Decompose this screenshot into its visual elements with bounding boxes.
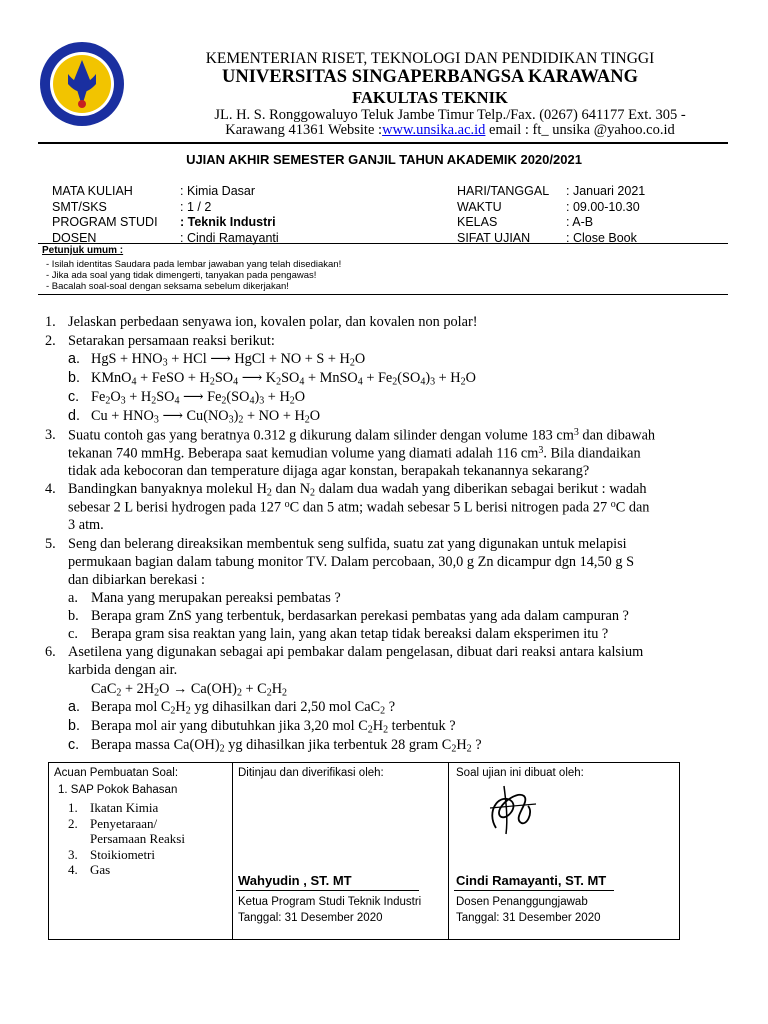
verifier-title: Ditinjau dan diverifikasi oleh:: [238, 767, 384, 779]
reaction-equation: KMnO$_4$ + FeSO + $H_2SO_4$ ⟶ $K_2SO_4$ + MnSO$_4$ + $Fe_2(SO_4)_3 + H_2O$: [91, 370, 476, 388]
ministry-name: KEMENTERIAN RISET, TEKNOLOGI DAN PENDIDIKAN TINGGI: [205, 50, 655, 67]
info-label: HARI/TANGGAL: [457, 184, 550, 198]
topic-text: Persamaan Reaksi: [90, 831, 185, 846]
instructions-title: Petunjuk umum :: [42, 245, 124, 256]
header-divider: [38, 142, 728, 144]
reaction-equation: $Cu + HNO_3$ ⟶ $Cu(NO_3)_2$ + NO + $H_2O$: [91, 408, 321, 426]
sub-question-text: Berapa gram sisa reaktan yang lain, yang akan tetap tidak bereaksi dalam eksperimen itu ?: [91, 626, 609, 642]
sub-question-text: Mana yang merupakan pereaksi pembatas ?: [91, 590, 341, 606]
exam-title: UJIAN AKHIR SEMESTER GANJIL TAHUN AKADEMIK 2020/2021: [186, 152, 582, 167]
topic-item: [68, 816, 185, 832]
question-text: Seng dan belerang direaksikan membentuk seng sulfida, suatu zat yang digunakan untuk melapisi: [68, 536, 627, 552]
topic-list: [68, 800, 185, 878]
address-line-2: [150, 122, 750, 139]
instructions-divider: [38, 294, 728, 295]
question-text: Jelaskan perbedaan senyawa ion, kovalen polar, dan kovalen non polar!: [68, 314, 478, 330]
info-label: SMT/SKS: [52, 199, 107, 214]
address-prefix: Karawang 41361 Website :: [225, 122, 383, 138]
question-4-line-3: 3 atm.: [68, 517, 104, 533]
sub-question-text: Berapa gram ZnS yang terbentuk, berdasarkan perekasi pembatas yang ada dalam campuran ?: [91, 608, 629, 624]
question-text: Setarakan persamaan reaksi berikut:: [68, 333, 275, 349]
info-value: : Januari 2021: [566, 184, 646, 198]
item-label: b.: [68, 370, 80, 386]
item-label: c.: [68, 737, 80, 753]
reaction-equation: $Fe_2O_3 + H_2SO_4$ ⟶ $Fe_2(SO_4)_3 + H_2O$: [91, 389, 306, 407]
reaction-equation: HgS + $HNO_3$ + HCl ⟶ HgCl + NO + $S + H_2O$: [91, 351, 366, 369]
info-value: : 09.00-10.30: [566, 199, 640, 214]
topic-item: [68, 831, 185, 847]
question-number: 4.: [45, 481, 56, 497]
verifier-date: Tanggal: 31 Desember 2020: [238, 912, 383, 924]
question-number: 3.: [45, 427, 56, 443]
question-number: 1.: [45, 314, 56, 330]
topic-text: Penyetaraan/: [90, 815, 158, 831]
topic-number: 3.: [68, 846, 78, 862]
reference-title: Acuan Pembuatan Soal:: [54, 767, 179, 779]
question-6-line-2: karbida dengan air.: [68, 662, 178, 678]
instruction-item: - Bacalah soal-soal dengan seksama sebelum dikerjakan!: [46, 281, 289, 292]
address-line-1: JL. H. S. Ronggowaluyo Teluk Jambe Timur Telp./Fax. (0267) 641177 Ext. 305 -: [214, 107, 686, 123]
question-3-line-2: tekanan 740 mmHg. Beberapa saat kemudian volume yang diamati adalah 116 $cm^3$. Bila diandaikan: [68, 445, 641, 462]
item-label: b.: [68, 718, 80, 734]
author-signature: [476, 782, 546, 838]
author-signature-line: [454, 890, 614, 891]
author-title: Soal ujian ini dibuat oleh:: [456, 767, 584, 779]
sub-question-text: Berapa mol air yang dibutuhkan jika 3,20 mol $C_2H_2$ terbentuk ?: [91, 718, 456, 736]
question-number: 6.: [45, 644, 56, 660]
info-value: : Cindi Ramayanti: [180, 230, 279, 245]
item-label: a.: [68, 590, 78, 606]
instruction-item: - Isilah identitas Saudara pada lembar jawaban yang telah disediakan!: [46, 259, 342, 270]
verifier-signature-line: [236, 890, 419, 891]
text-part: dan dibawah: [578, 427, 656, 444]
question-4-line-2: sebesar 2 L berisi hydrogen pada 127 $^o$C dan 5 atm; wadah sebesar 5 L berisi nitrogen pada 27 $^o$C dan: [68, 499, 650, 516]
info-label: WAKTU: [457, 199, 502, 214]
info-label: MATA KULIAH: [52, 184, 133, 198]
faculty-name: FAKULTAS TEKNIK: [352, 88, 508, 107]
info-left-values: [180, 184, 279, 246]
info-label: KELAS: [457, 215, 498, 229]
item-label: a.: [68, 699, 80, 715]
university-name: UNIVERSITAS SINGAPERBANGSA KARAWANG: [222, 67, 638, 87]
topic-item: [68, 800, 185, 816]
item-label: b.: [68, 608, 79, 624]
sub-question-text: Berapa mol $C_2H_2$ yg dihasilkan dari 2,50 mol CaC$_2$ ?: [91, 699, 396, 717]
topic-item: [68, 862, 185, 878]
info-label: PROGRAM STUDI: [52, 215, 158, 229]
website-link[interactable]: www.unsika.ac.id: [382, 122, 486, 138]
question-number: 5.: [45, 536, 56, 552]
author-date: Tanggal: 31 Desember 2020: [456, 912, 601, 924]
address-email: email : ft_ unsika @yahoo.co.id: [485, 122, 675, 138]
item-label: c.: [68, 389, 80, 405]
reference-item: 1. SAP Pokok Bahasan: [58, 784, 178, 796]
topic-text: Stoikiometri: [90, 846, 155, 862]
info-value: : Close Book: [566, 230, 637, 245]
info-value: : Kimia Dasar: [180, 184, 256, 198]
author-name: Cindi Ramayanti, ST. MT: [456, 873, 607, 888]
sub-question-text: Berapa massa $Ca(OH)_2$ yg dihasilkan jika terbentuk 28 gram $C_2H_2$ ?: [91, 737, 482, 755]
question-text: Suatu contoh gas yang beratnya 0.312 g dikurung dalam silinder dengan volume 183 $cm^3$ dan dibawah: [68, 427, 656, 444]
question-text: Bandingkan banyaknya molekul $H_2$ dan $N_2$ dalam dua wadah yang diberikan sebagai berikut : wadah: [68, 481, 647, 499]
question-3-line-3: tidak ada kebocoran dan temperature dijaga agar konstan, berapakah tekanannya sekarang?: [68, 463, 590, 479]
verifier-role: Ketua Program Studi Teknik Industri: [238, 896, 422, 908]
topic-text: Ikatan Kimia: [90, 800, 159, 815]
instruction-item: - Jika ada soal yang tidak dimengerti, tanyakan pada pengawas!: [46, 270, 317, 281]
table-column-divider: [232, 762, 233, 940]
topic-number: 2.: [68, 815, 78, 831]
info-divider: [38, 243, 728, 244]
text-part: Suatu contoh gas yang beratnya 0.312 g dikurung dalam silinder dengan volume 183 cm: [68, 427, 574, 444]
info-right-labels: [457, 184, 549, 246]
university-logo: [38, 40, 126, 128]
info-value: : A-B: [566, 215, 594, 229]
item-label: d.: [68, 408, 80, 424]
info-value: : Teknik Industri: [180, 215, 276, 229]
table-column-divider: [448, 762, 449, 940]
item-label: a.: [68, 351, 80, 367]
text-part: tekanan 740 mmHg. Beberapa saat kemudian volume yang diamati adalah 116 cm: [68, 445, 539, 462]
question-text: Asetilena yang digunakan sebagai api pembakar dalam pengelasan, dibuat dari reaksi antara kalsium: [68, 644, 644, 660]
question-number: 2.: [45, 333, 56, 349]
text-part: . Bila diandaikan: [543, 445, 641, 462]
reaction-equation: $CaC_2 + 2H_2O \to Ca(OH)_2 + C_2H_2$: [91, 681, 288, 699]
question-5-line-2: permukaan bagian dalam tabung monitor TV. Dalam percobaan, 30,0 g Zn dicampur dgn 14,50 g S: [68, 554, 635, 570]
author-role: Dosen Penanggungjawab: [456, 896, 588, 908]
info-label: DOSEN: [52, 230, 97, 245]
topic-text: Gas: [90, 862, 111, 877]
verifier-name: Wahyudin , ST. MT: [238, 873, 352, 888]
question-5-line-3: dan dibiarkan berekasi :: [68, 572, 205, 588]
info-right-values: [566, 184, 645, 246]
info-label: SIFAT UJIAN: [457, 230, 531, 245]
info-value: : 1 / 2: [180, 199, 212, 214]
item-label: c.: [68, 626, 78, 642]
info-left-labels: [52, 184, 158, 246]
topic-number: 1.: [68, 800, 78, 815]
topic-number: 4.: [68, 862, 78, 877]
topic-item: [68, 847, 185, 863]
